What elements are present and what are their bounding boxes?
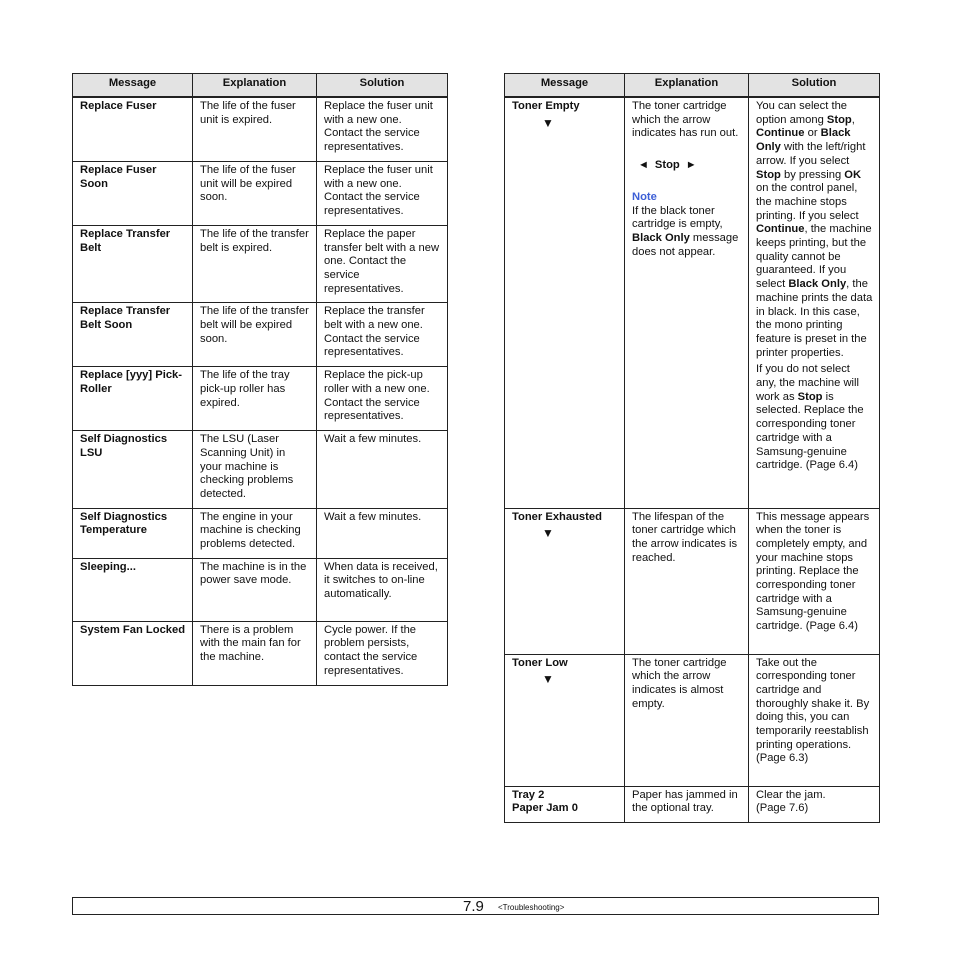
page-number: 7.9 [463,898,484,915]
message-cell [505,508,625,654]
message-text: Toner Empty [512,100,580,112]
explanation-text: The toner cartridge which the arrow indicates has run out. [632,100,739,140]
solution-part: If you do not select any, the machine will work as [756,363,860,403]
solution-part: You can select the option among [756,100,848,126]
solution-part: on the control panel, the machine stops printing. If you select [756,182,859,222]
table-row [505,508,880,654]
solution-cell: Cycle power. If the problem persists, contact the service representatives. [317,621,448,685]
solution-cell: Wait a few minutes. [317,508,448,558]
note-text-part: If the black toner cartridge is empty, [632,204,723,231]
note-text-bold: Black Only [632,231,690,244]
header-message: Message [73,74,193,98]
message-cell: Replace [yyy] Pick-Roller [73,367,193,431]
explanation-cell: The toner cartridge which the arrow indicates is almost empty. [625,654,749,786]
page-footer [72,897,879,915]
table-row [73,161,448,225]
message-cell: Self Diagnostics Temperature [73,508,193,558]
message-cell [505,654,625,786]
table-row [505,786,880,822]
message-text: Tray 2 [512,788,545,801]
section-name: <Troubleshooting> [498,903,565,912]
arrow-down-icon: ▼ [542,526,554,541]
message-cell: Sleeping... [73,558,193,621]
message-text: Toner Exhausted [512,510,602,523]
table-header-row [505,74,880,98]
solution-part: , the machine keeps printing, but the quality cannot be guaranteed. If you select [756,223,872,291]
solution-part: , [851,113,855,126]
table-row [73,431,448,509]
explanation-cell: The life of the tray pick-up roller has expired. [193,367,317,431]
arrow-right-icon: ► [685,159,697,172]
explanation-cell: The life of the transfer belt is expired. [193,225,317,303]
note-text-part: message does not appear. [632,231,739,258]
message-cell: Replace Transfer Belt Soon [73,303,193,367]
solution-text [756,100,872,359]
explanation-cell: The machine is in the power save mode. [193,558,317,621]
solution-cell: This message appears when the toner is completely empty, and your machine stops printing. Replace the corresponding toner cartridge with a Samsung-genuine cartridge. (Page 6.4) [749,508,880,654]
message-cell: Self Diagnostics LSU [73,431,193,509]
solution-part: , the machine prints the data in black. In this case, the mono printing feature is preset in the printer properties. [756,278,873,359]
header-explanation: Explanation [625,74,749,98]
header-solution: Solution [317,74,448,98]
note-text [632,205,738,258]
table-row [73,558,448,621]
solution-part: with the left/right arrow. If you select [756,141,866,167]
solution-cell [749,786,880,822]
message-cell: Replace Fuser [73,97,193,161]
solution-bold: Black Only [788,278,847,291]
solution-bold: Stop [756,168,781,181]
solution-part: by pressing [780,168,845,181]
table-row [73,621,448,685]
solution-bold: Black Only [756,127,851,154]
solution-bold: Continue [756,127,805,140]
table-row [73,367,448,431]
arrow-down-icon: ▼ [542,115,554,130]
header-explanation: Explanation [193,74,317,98]
message-cell [505,786,625,822]
arrow-left-icon: ◄ [638,159,649,172]
message-text: Paper Jam 0 [512,802,578,815]
solution-cell: Replace the pick-up roller with a new one. Contact the service representatives. [317,367,448,431]
solution-cell: When data is received, it switches to on-line automatically. [317,558,448,621]
table-row [73,303,448,367]
message-cell: Replace Transfer Belt [73,225,193,303]
explanation-cell: The engine in your machine is checking problems detected. [193,508,317,558]
solution-text: Take out the corresponding toner cartridge and thoroughly shake it. By doing this, you can temporarily reestablish printing operations. [756,656,870,751]
solution-cell: Replace the paper transfer belt with a new one. Contact the service representatives. [317,225,448,303]
solution-cell [749,97,880,508]
left-message-table [72,73,448,686]
solution-cell: Wait a few minutes. [317,431,448,509]
solution-bold: Continue [756,223,805,236]
right-message-table [504,73,880,823]
explanation-cell: Paper has jammed in the optional tray. [625,786,749,822]
stop-label: Stop [654,159,680,172]
solution-bold: Stop [826,113,852,126]
message-text: Toner Low [512,656,568,669]
solution-page-ref: (Page 7.6) [756,802,809,815]
solution-cell: Replace the transfer belt with a new one. Contact the service representatives. [317,303,448,367]
table-row [73,225,448,303]
explanation-cell: The LSU (Laser Scanning Unit) in your machine is checking problems detected. [193,431,317,509]
solution-part: is selected. Replace the corresponding toner cartridge with a Samsung-genuine cartridge. (Page 6.4) [756,390,864,472]
table-row [73,508,448,558]
header-message: Message [505,74,625,98]
solution-page-ref: (Page 6.3) [756,752,809,765]
solution-text-2 [756,363,873,473]
solution-bold: OK [844,168,862,181]
table-row [505,97,880,508]
solution-bold: Stop [797,390,823,403]
message-cell [505,97,625,508]
arrow-down-icon: ▼ [542,672,554,687]
solution-part: or [804,127,821,140]
solution-text: Clear the jam. [756,788,826,801]
explanation-cell: The life of the fuser unit will be expired soon. [193,161,317,225]
solution-cell: Replace the fuser unit with a new one. Contact the service representatives. [317,161,448,225]
solution-cell: Replace the fuser unit with a new one. Contact the service representatives. [317,97,448,161]
explanation-cell: There is a problem with the main fan for the machine. [193,621,317,685]
explanation-cell: The life of the transfer belt will be expired soon. [193,303,317,367]
note-label: Note [632,190,657,203]
header-solution: Solution [749,74,880,98]
table-row [73,97,448,161]
message-cell: System Fan Locked [73,621,193,685]
explanation-cell [625,97,749,508]
table-row [505,654,880,786]
solution-cell [749,654,880,786]
explanation-cell: The lifespan of the toner cartridge which the arrow indicates is reached. [625,508,749,654]
explanation-cell: The life of the fuser unit is expired. [193,97,317,161]
table-header-row [73,74,448,98]
stop-option-line [632,159,742,173]
message-cell: Replace Fuser Soon [73,161,193,225]
